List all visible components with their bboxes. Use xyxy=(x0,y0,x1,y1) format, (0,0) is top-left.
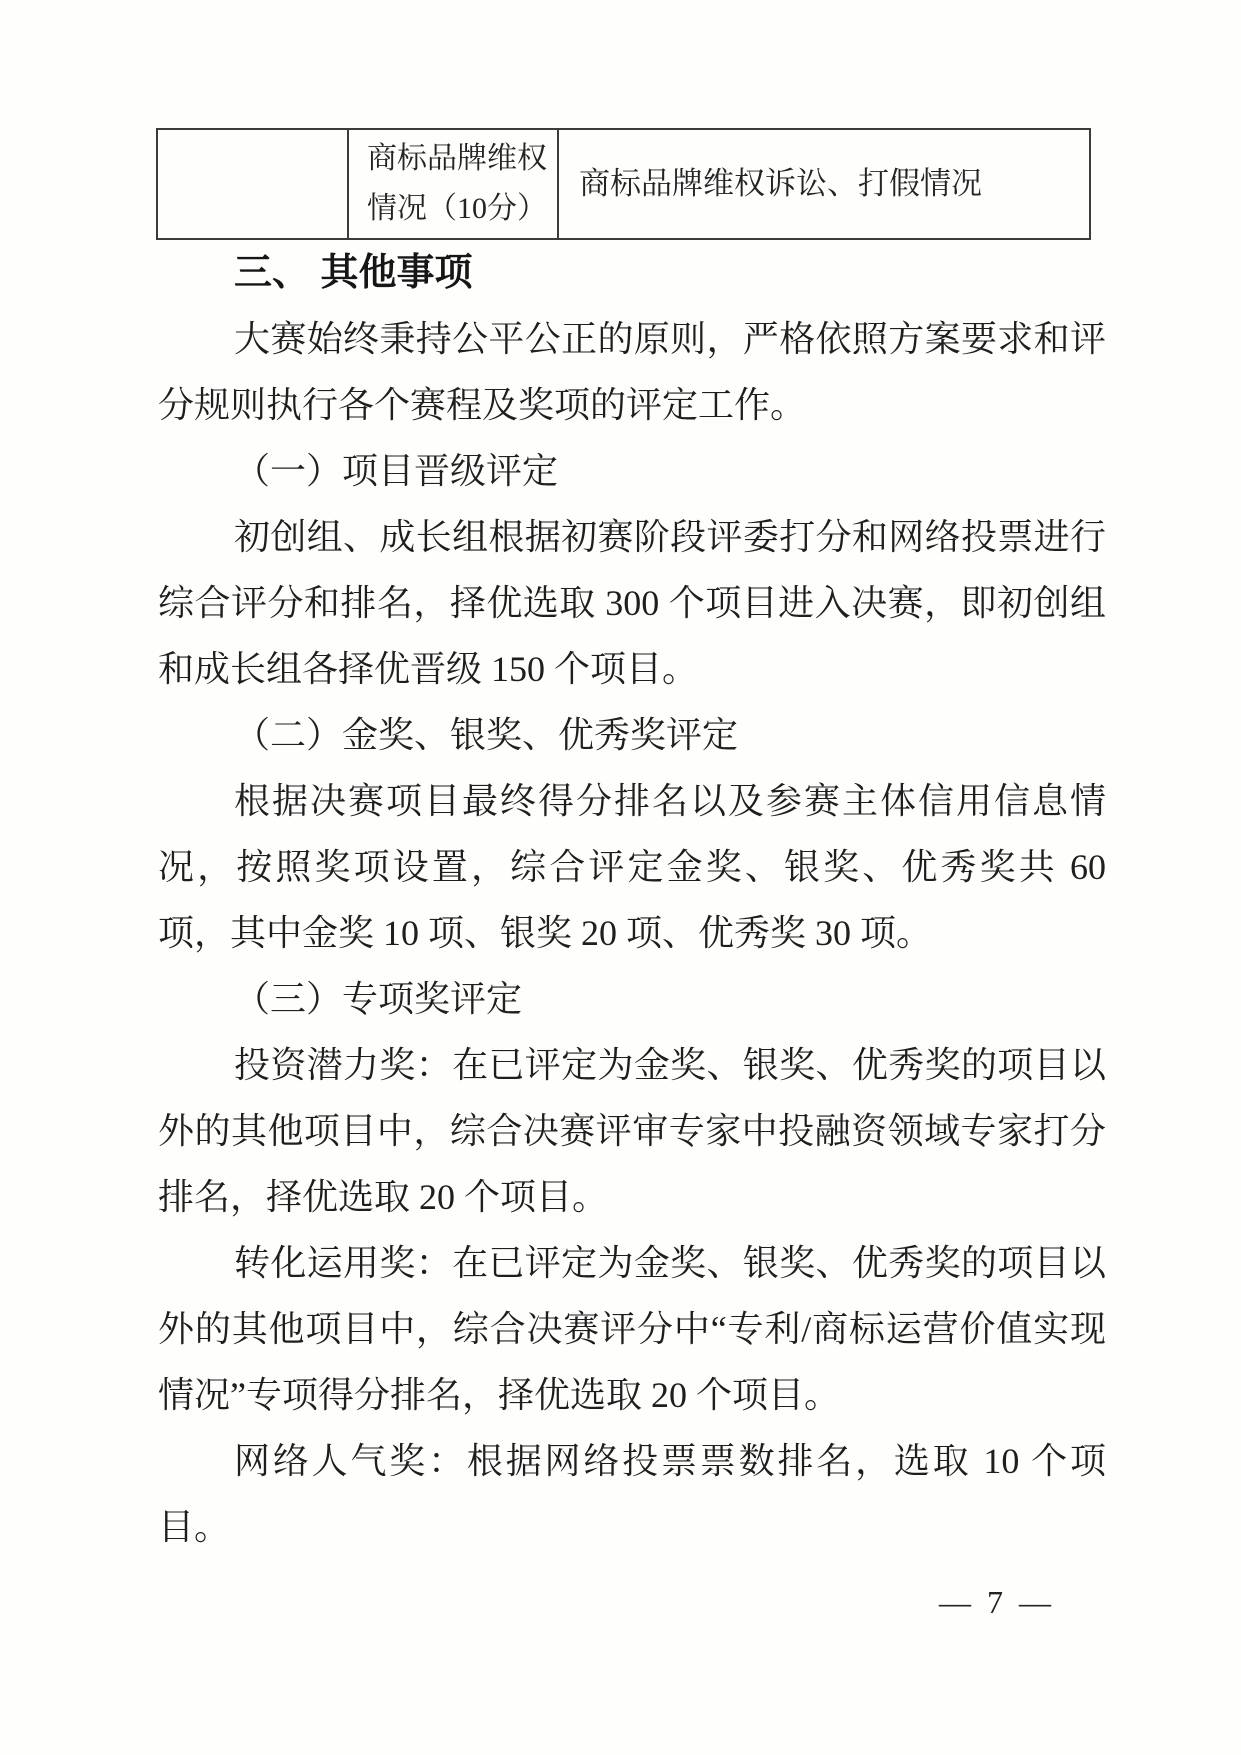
subheading-special-awards: （三）专项奖评定 xyxy=(234,979,523,1019)
section-heading: 三、 其他事项 xyxy=(234,252,473,294)
table-cell-criterion: 商标品牌维权情况（10分） xyxy=(348,129,558,239)
page-number: — 7 — xyxy=(939,1584,1055,1620)
paragraph-intro: 大赛始终秉持公平公正的原则，严格依照方案要求和评分规则执行各个赛程及奖项的评定工作。 xyxy=(158,319,1106,425)
table-cell-description: 商标品牌维权诉讼、打假情况 xyxy=(558,129,1090,239)
paragraph-promotion-evaluation: 初创组、成长组根据初赛阶段评委打分和网络投票进行综合评分和排名，择优选取 300 个项目进入决赛，即初创组和成长组各择优晋级 150 个项目。 xyxy=(158,517,1106,689)
table-cell-category xyxy=(157,129,348,239)
subheading-promotion-evaluation: （一）项目晋级评定 xyxy=(234,451,559,491)
paragraph-popularity-award: 网络人气奖：根据网络投票票数排名，选取 10 个项目。 xyxy=(158,1441,1106,1547)
scoring-table-fragment xyxy=(156,128,1091,240)
paragraph-gold-silver-awards: 根据决赛项目最终得分排名以及参赛主体信用信息情况，按照奖项设置，综合评定金奖、银奖、优秀奖共 60 项，其中金奖 10 项、银奖 20 项、优秀奖 30 项。 xyxy=(158,781,1106,953)
table-row xyxy=(157,129,1090,239)
document-body xyxy=(158,240,1106,1560)
paragraph-investment-potential-award: 投资潜力奖：在已评定为金奖、银奖、优秀奖的项目以外的其他项目中，综合决赛评审专家中投融资领域专家打分排名，择优选取 20 个项目。 xyxy=(158,1045,1106,1217)
subheading-gold-silver-awards: （二）金奖、银奖、优秀奖评定 xyxy=(234,715,739,755)
paragraph-transformation-award: 转化运用奖：在已评定为金奖、银奖、优秀奖的项目以外的其他项目中，综合决赛评分中“专利/商标运营价值实现情况”专项得分排名，择优选取 20 个项目。 xyxy=(158,1243,1106,1415)
